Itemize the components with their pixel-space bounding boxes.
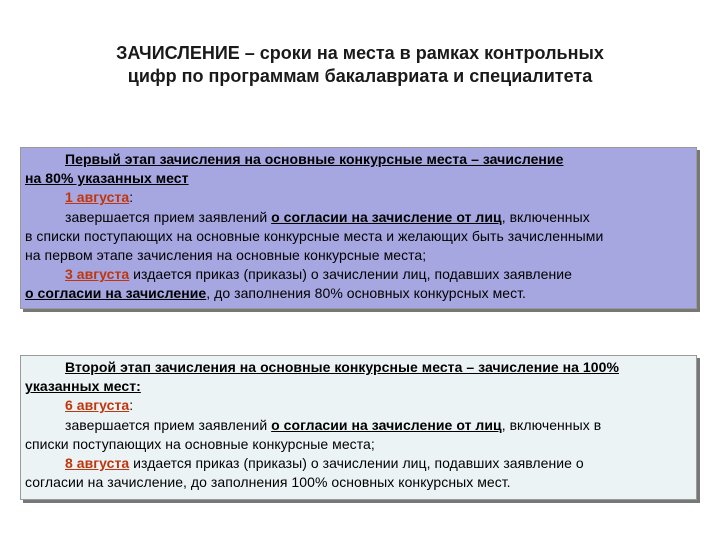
stage1-text1-line-3: на первом этапе зачисления на основные конкурсные места; bbox=[25, 247, 427, 264]
stage1-text2-line-1 bbox=[25, 265, 692, 284]
stage1-date1-colon: : bbox=[129, 189, 134, 206]
stage2-date1-line bbox=[25, 396, 692, 415]
stage2-text1-line-1 bbox=[25, 416, 692, 435]
stage2-date2: 8 августа bbox=[65, 455, 130, 472]
stage2-text1-post: , включенных в bbox=[501, 416, 602, 433]
stage2-text2-line-2: согласии на зачисление, до заполнения 100% основных конкурсных мест. bbox=[25, 474, 511, 491]
stage2-text2-rest: издается приказ (приказы) о зачислении лиц, подавших заявление о bbox=[129, 455, 584, 472]
title-line-2: цифр по программам бакалавриата и специалитета bbox=[127, 66, 593, 86]
stage2-text1-bold: о согласии на зачисление от лиц bbox=[271, 416, 502, 433]
stage2-date1-colon: : bbox=[129, 397, 134, 414]
stage1-heading-line-1: Первый этап зачисления на основные конкурсные места – зачисление bbox=[65, 151, 564, 167]
stage2-heading-line-2: указанных мест: bbox=[25, 378, 141, 395]
stage2-box bbox=[20, 355, 697, 500]
stage1-date1-line bbox=[25, 188, 692, 207]
stage1-text1-bold: о согласии на зачисление от лиц bbox=[271, 208, 502, 225]
stage1-text1-post: , включенных bbox=[501, 208, 590, 225]
page-title bbox=[60, 42, 660, 88]
stage1-text2-post: , до заполнения 80% основных конкурсных мест. bbox=[206, 285, 526, 302]
stage1-text1-line-1 bbox=[25, 208, 692, 227]
stage1-text2-rest: издается приказ (приказы) о зачислении лиц, подавших заявление bbox=[129, 266, 572, 283]
stage1-box bbox=[20, 147, 697, 309]
stage2-text1-pre: завершается прием заявлений bbox=[65, 416, 272, 433]
stage2-text2-line-1 bbox=[25, 454, 692, 473]
stage1-date2: 3 августа bbox=[65, 266, 130, 283]
stage1-text2-bold: о согласии на зачисление bbox=[25, 285, 207, 302]
title-line-1: ЗАЧИСЛЕНИЕ – сроки на места в рамках контрольных bbox=[116, 43, 604, 63]
stage1-heading-line-2: на 80% указанных мест bbox=[25, 170, 189, 187]
stage1-date1: 1 августа bbox=[65, 189, 130, 206]
stage1-text2-line-2 bbox=[25, 284, 692, 303]
stage1-text1-pre: завершается прием заявлений bbox=[65, 208, 272, 225]
stage2-date1: 6 августа bbox=[65, 397, 130, 414]
stage2-heading-line-1: Второй этап зачисления на основные конкурсные места – зачисление на 100% bbox=[65, 359, 619, 375]
stage2-text1-line-2: списки поступающих на основные конкурсные места; bbox=[25, 435, 375, 452]
stage1-text1-line-2: в списки поступающих на основные конкурсные места и желающих быть зачисленными bbox=[25, 227, 604, 244]
